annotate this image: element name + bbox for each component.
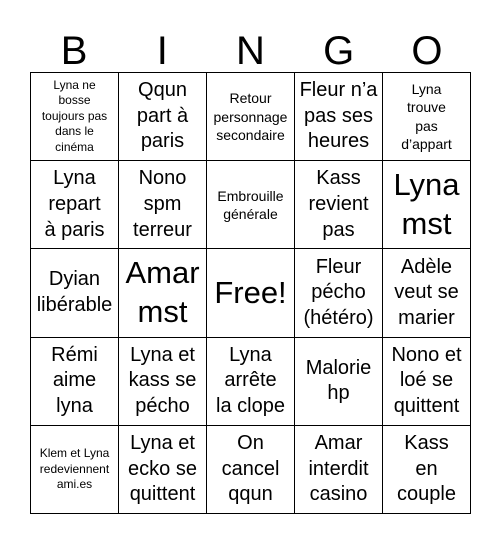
bingo-cell[interactable]: Qqun part à paris <box>119 73 207 161</box>
bingo-cell[interactable]: Lyna mst <box>383 161 471 249</box>
bingo-cell[interactable]: Fleur pécho (hétéro) <box>295 249 383 337</box>
bingo-cell[interactable]: Lyna et ecko se quittent <box>119 426 207 514</box>
bingo-cell[interactable]: Lyna arrête la clope <box>207 338 295 426</box>
bingo-grid <box>30 72 471 514</box>
bingo-cell[interactable]: Adèle veut se marier <box>383 249 471 337</box>
bingo-cell[interactable]: Embrouille générale <box>207 161 295 249</box>
bingo-cell[interactable]: Nono et loé se quittent <box>383 338 471 426</box>
bingo-cell[interactable]: Amar interdit casino <box>295 426 383 514</box>
bingo-cell[interactable]: Dyian libérable <box>31 249 119 337</box>
bingo-header <box>30 28 471 74</box>
bingo-cell[interactable]: Malorie hp <box>295 338 383 426</box>
bingo-cell[interactable]: Lyna ne bosse toujours pas dans le cinéma <box>31 73 119 161</box>
bingo-cell[interactable]: Fleur n’a pas ses heures <box>295 73 383 161</box>
header-letter-g: G <box>323 29 355 73</box>
bingo-cell[interactable]: Lyna et kass se pécho <box>119 338 207 426</box>
bingo-cell[interactable]: Retour personnage secondaire <box>207 73 295 161</box>
header-letter-b: B <box>60 29 88 73</box>
bingo-cell[interactable]: Nono spm terreur <box>119 161 207 249</box>
header-letter-i: I <box>156 29 168 73</box>
free-space-cell[interactable]: Free! <box>207 249 295 337</box>
bingo-cell[interactable]: Amar mst <box>119 249 207 337</box>
bingo-cell[interactable]: Kass revient pas <box>295 161 383 249</box>
bingo-cell[interactable]: Kass en couple <box>383 426 471 514</box>
bingo-cell[interactable]: Lyna trouve pas d’appart <box>383 73 471 161</box>
bingo-cell[interactable]: On cancel qqun <box>207 426 295 514</box>
header-letter-o: O <box>411 29 443 73</box>
bingo-cell[interactable]: Lyna repart à paris <box>31 161 119 249</box>
bingo-cell[interactable]: Rémi aime lyna <box>31 338 119 426</box>
header-letter-n: N <box>236 29 265 73</box>
bingo-cell[interactable]: Klem et Lyna redeviennent ami.es <box>31 426 119 514</box>
